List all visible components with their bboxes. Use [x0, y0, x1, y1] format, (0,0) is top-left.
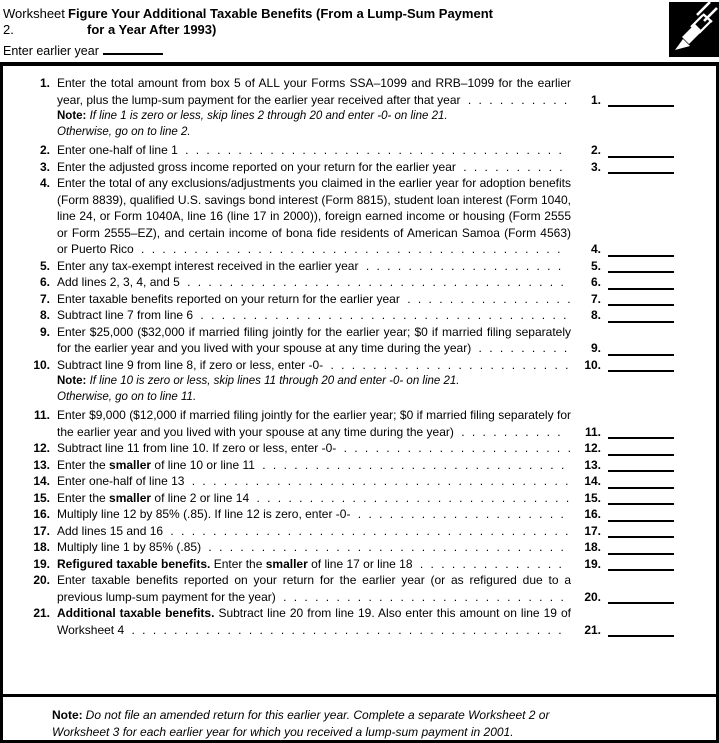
worksheet-line-16: [8, 506, 674, 523]
amount-line-number: 8.: [590, 308, 601, 322]
amount-line-number: 6.: [590, 275, 601, 289]
line-text: Additional taxable benefits. Subtract line 20 from line 19. Also enter this amount on line 19 of Worksheet 4 . . . . . . . . . . . . . . . . . . . . . . . . . . . . . . . . . . . . . . . . .: [57, 606, 571, 637]
amount-line-number: 16.: [584, 507, 601, 521]
amount-line-number: 10.: [584, 357, 601, 372]
dot-leader: . . . . . . . . . .: [453, 424, 561, 439]
amount-line-number: 11.: [584, 424, 601, 439]
worksheet-line-5: [8, 258, 674, 275]
amount-cell-16: [577, 506, 674, 523]
amount-line-number: 20.: [584, 589, 601, 604]
dot-leader: . . . . . . . . . . . . . . . . . . . . . . . . . . . . . . . . . . . .: [179, 275, 564, 289]
dot-leader: . . . . . . . . . . . . . . . . . . . . . . . . . . . . . . . . . .: [201, 540, 564, 554]
line-number: 17.: [33, 523, 50, 538]
worksheet-items: [3, 66, 716, 694]
amount-cell-20: [577, 589, 674, 606]
worksheet-line-1: [8, 75, 674, 108]
line-number: 3.: [39, 159, 50, 174]
line-12-entry-blank[interactable]: [608, 453, 674, 456]
line-text: Enter taxable benefits reported on your return for the earlier year (or as refigured due to a previous lump-sum payment for the year) . . . . . . . . . . . . . . . . . . . . . . . . . . .: [57, 573, 571, 604]
line-number: 9.: [39, 324, 50, 339]
line-1-entry-blank[interactable]: [608, 104, 674, 107]
amount-line-number: 18.: [584, 540, 601, 554]
note-label: Note:: [57, 375, 87, 387]
line-number: 8.: [39, 308, 50, 322]
line-7-entry-blank[interactable]: [608, 303, 674, 306]
line-number: 10.: [33, 357, 50, 372]
worksheet-title: [68, 6, 493, 38]
line-text: Enter the total of any exclusions/adjustments you claimed in the earlier year for adoption benefits (Form 8839), qualified U.S. savings bond interest (Form 8815), student loan interest (Form 1040, line 24, or Form 1040A, line 16 (line 17 in 2000)), foreign earned income or housing (Form 2555 or Form 2555–EZ), and certain income of bona fide residents of American Samoa (Form 4563) or Puerto Rico . . . . . . . . . . . . . . . . . . . . . . . . . . . . . . . . . . . . . . . .: [57, 176, 571, 256]
amount-line-number: 1.: [590, 92, 601, 107]
line-text: Enter the total amount from box 5 of ALL your Forms SSA–1099 and RRB–1099 for the earlier year, plus the lump-sum payment for the earlier year received after that year . . . . . . . . . .: [57, 76, 571, 107]
amount-line-number: 19.: [584, 556, 601, 571]
worksheet-line-18: [8, 539, 674, 556]
dot-leader: . . . . . . . . . .: [460, 92, 568, 107]
line-19-entry-blank[interactable]: [608, 568, 674, 571]
footer-note-line2: Worksheet 3 for each earlier year for which you received a lump-sum payment in 2001.: [52, 724, 514, 739]
line-3-entry-blank[interactable]: [608, 171, 674, 174]
note-line: If line 10 is zero or less, skip lines 11 through 20 and enter -0- on line 21.: [86, 375, 460, 387]
note-after-line-1: [57, 109, 674, 140]
amount-line-number: 21.: [584, 622, 601, 637]
worksheet-header: [0, 0, 719, 62]
worksheet-line-21: [8, 605, 674, 638]
note-line: If line 1 is zero or less, skip lines 2 through 20 and enter -0- on line 21.: [86, 110, 448, 122]
amount-cell-11: [577, 424, 674, 441]
amount-line-number: 3.: [590, 159, 601, 174]
worksheet-line-9: [8, 324, 674, 357]
dot-leader: . . . . . . . . . . . . . .: [412, 556, 562, 571]
line-17-entry-blank[interactable]: [608, 535, 674, 538]
dot-leader: . . . . . . . . . . . . . . . . . . . . . . . . . . . . . .: [249, 490, 570, 505]
amount-cell-7: [577, 291, 674, 308]
amount-cell-19: [577, 556, 674, 573]
line-5-entry-blank[interactable]: [608, 270, 674, 273]
amount-line-number: 4.: [590, 242, 601, 256]
worksheet-line-7: [8, 291, 674, 308]
line-13-entry-blank[interactable]: [608, 469, 674, 472]
line-text: Multiply line 12 by 85% (.85). If line 12 is zero, enter -0- . . . . . . . . . . . . . . . . . . . .: [57, 507, 564, 521]
amount-cell-3: [577, 159, 674, 176]
line-number: 16.: [33, 507, 50, 521]
line-number: 2.: [39, 143, 50, 157]
footer-note: [3, 694, 716, 740]
amount-cell-6: [577, 274, 674, 291]
worksheet-line-12: [8, 440, 674, 457]
amount-line-number: 9.: [590, 341, 601, 355]
line-21-entry-blank[interactable]: [608, 634, 674, 637]
footer-note-label: Note:: [52, 708, 83, 722]
worksheet-label: Worksheet 2.: [3, 6, 65, 37]
line-text: Enter taxable benefits reported on your return for the earlier year . . . . . . . . . . . . . . . .: [57, 291, 571, 306]
line-9-entry-blank[interactable]: [608, 353, 674, 356]
dot-leader: . . . . . . . . . . . . . . . . . . . . . . . . . . . . . . . . . . . .: [184, 474, 569, 488]
worksheet-line-17: [8, 523, 674, 540]
note-label: Note:: [57, 110, 87, 122]
worksheet-line-4: [8, 175, 674, 258]
amount-line-number: 2.: [590, 143, 601, 157]
dot-leader: . . . . . . . . . . . . . . . . . . . . . .: [336, 441, 571, 455]
amount-cell-18: [577, 539, 674, 556]
line-18-entry-blank[interactable]: [608, 552, 674, 555]
worksheet-line-19: [8, 556, 674, 573]
line-number: 19.: [33, 556, 50, 571]
line-number: 1.: [39, 76, 50, 90]
line-text: Add lines 15 and 16 . . . . . . . . . . . . . . . . . . . . . . . . . . . . . . . . . . . . . .: [57, 523, 569, 538]
dot-leader: . . . . . . . . . . . . . . . . . . . . . . . . . . . . . . . . . . . . . . . .: [133, 242, 561, 256]
line-number: 18.: [33, 540, 50, 554]
amount-cell-12: [577, 440, 674, 457]
worksheet-line-8: [8, 307, 674, 324]
line-4-entry-blank[interactable]: [608, 254, 674, 257]
dot-leader: . . . . . . . . . . . . . . . . . . . .: [350, 507, 564, 521]
line-6-entry-blank[interactable]: [608, 287, 674, 290]
worksheet-line-14: [8, 473, 674, 490]
line-number: 21.: [33, 606, 50, 620]
worksheet-line-10: [8, 357, 674, 374]
dot-leader: . . . . . . . . . . . . . . . . . . . . . . . . . . . . . . . . . . .: [193, 308, 567, 322]
worksheet-line-20: [8, 572, 674, 605]
line-text: Enter one-half of line 1 . . . . . . . . . . . . . . . . . . . . . . . . . . . . . . . . . . . .: [57, 143, 562, 157]
line-20-entry-blank[interactable]: [608, 601, 674, 604]
line-text: Enter the smaller of line 10 or line 11 . . . . . . . . . . . . . . . . . . . . . . . . . . . . .: [57, 457, 565, 472]
worksheet-line-13: [8, 457, 674, 474]
amount-cell-14: [577, 473, 674, 490]
line-text: Subtract line 9 from line 8, if zero or less, enter -0- . . . . . . . . . . . . . . . . . . . . . . .: [57, 357, 569, 372]
line-text: Multiply line 1 by 85% (.85) . . . . . . . . . . . . . . . . . . . . . . . . . . . . . . . . . .: [57, 540, 564, 554]
amount-line-number: 12.: [584, 441, 601, 455]
amount-cell-9: [577, 340, 674, 357]
line-number: 12.: [33, 441, 50, 455]
line-number: 15.: [33, 490, 50, 505]
amount-cell-21: [577, 622, 674, 639]
dot-leader: . . . . . . . . .: [471, 341, 568, 355]
amount-cell-17: [577, 523, 674, 540]
dot-leader: . . . . . . . . . . . . . . . . . . . . . . . . . . . . . . . . . . . .: [177, 143, 562, 157]
line-text: Enter one-half of line 13 . . . . . . . . . . . . . . . . . . . . . . . . . . . . . . . . . . . .: [57, 474, 569, 488]
amount-cell-15: [577, 490, 674, 507]
line-text: Subtract line 11 from line 10. If zero or less, enter -0- . . . . . . . . . . . . . . . . . . . . . .: [57, 441, 571, 455]
line-number: 4.: [39, 176, 50, 190]
line-text: Add lines 2, 3, 4, and 5 . . . . . . . . . . . . . . . . . . . . . . . . . . . . . . . . . . . .: [57, 275, 564, 289]
note-after-line-10: [57, 374, 674, 405]
dot-leader: . . . . . . . . . . . . . . . . . . . . . . . . . . . . .: [254, 457, 565, 472]
line-14-entry-blank[interactable]: [608, 486, 674, 489]
line-text: Enter the smaller of line 2 or line 14 . . . . . . . . . . . . . . . . . . . . . . . . . . . . . .: [57, 490, 570, 505]
line-text: Enter $9,000 ($12,000 if married filing jointly for the earlier year; $0 if married filing separately for the earlier year and you lived with your spouse at any time during the year) . . . . . . . . . .: [57, 408, 571, 439]
line-text: Refigured taxable benefits. Enter the smaller of line 17 or line 18 . . . . . . . . . . . . . .: [57, 556, 562, 571]
worksheet-line-3: [8, 159, 674, 176]
line-text: Enter any tax-exempt interest received in the earlier year . . . . . . . . . . . . . . . . . . .: [57, 258, 562, 273]
dot-leader: . . . . . . . . . . . . . . . . . . . . . . . . . . . . . . . . . . . . . . . . .: [124, 622, 562, 637]
amount-line-number: 17.: [584, 523, 601, 538]
dot-leader: . . . . . . . . . . . . . . . . . . . . . . .: [323, 357, 569, 372]
dot-leader: . . . . . . . . . . . . . . . . . . . . . . . . . . .: [275, 589, 564, 604]
line-11-entry-blank[interactable]: [608, 436, 674, 439]
line-text: Enter the adjusted gross income reported on your return for the earlier year . . . . . . . . . .: [57, 159, 563, 174]
dot-leader: . . . . . . . . . . . . . . . . . . .: [358, 258, 562, 273]
amount-line-number: 7.: [590, 291, 601, 306]
line-number: 13.: [33, 457, 50, 472]
pencil-icon: [669, 2, 719, 57]
amount-line-number: 15.: [584, 490, 601, 505]
amount-cell-10: [577, 357, 674, 374]
line-number: 6.: [39, 275, 50, 289]
earlier-year-label: Enter earlier year: [3, 44, 99, 58]
line-text: Subtract line 7 from line 6 . . . . . . . . . . . . . . . . . . . . . . . . . . . . . . . . . . .: [57, 308, 567, 322]
worksheet-title-line2: for a Year After 1993): [87, 22, 217, 37]
amount-cell-4: [577, 241, 674, 258]
amount-cell-1: [577, 92, 674, 109]
line-number: 20.: [33, 573, 50, 587]
dot-leader: . . . . . . . . . . . . . . . .: [399, 291, 571, 306]
amount-cell-2: [577, 142, 674, 159]
line-number: 5.: [39, 258, 50, 273]
worksheet-title-line1: Figure Your Additional Taxable Benefits (From a Lump-Sum Payment: [68, 6, 493, 21]
line-15-entry-blank[interactable]: [608, 502, 674, 505]
line-number: 14.: [33, 474, 50, 488]
dot-leader: . . . . . . . . . .: [455, 159, 563, 174]
amount-line-number: 14.: [584, 474, 601, 488]
amount-line-number: 13.: [584, 457, 601, 472]
note-line: Otherwise, go on to line 2.: [57, 125, 191, 138]
line-number: 7.: [39, 291, 50, 306]
amount-cell-13: [577, 457, 674, 474]
worksheet-line-15: [8, 490, 674, 507]
line-2-entry-blank[interactable]: [608, 155, 674, 158]
amount-cell-5: [577, 258, 674, 275]
note-line: Otherwise, go on to line 11.: [57, 390, 197, 403]
line-number: 11.: [33, 408, 50, 422]
earlier-year-entry-blank[interactable]: [103, 44, 163, 55]
earlier-year-row: [3, 44, 719, 58]
worksheet-line-2: [8, 142, 674, 159]
line-8-entry-blank[interactable]: [608, 320, 674, 323]
worksheet-line-6: [8, 274, 674, 291]
amount-cell-8: [577, 307, 674, 324]
line-16-entry-blank[interactable]: [608, 519, 674, 522]
worksheet-box: [0, 62, 719, 743]
line-text: Enter $25,000 ($32,000 if married filing jointly for the earlier year; $0 if married filing separately for the earlier year and you lived with your spouse at any time during the year) . . . . . . . . .: [57, 324, 571, 355]
footer-note-line1: Do not file an amended return for this earlier year. Complete a separate Worksheet 2 or: [85, 708, 550, 722]
worksheet-line-11: [8, 407, 674, 440]
dot-leader: . . . . . . . . . . . . . . . . . . . . . . . . . . . . . . . . . . . . . .: [163, 523, 569, 538]
amount-line-number: 5.: [590, 258, 601, 273]
line-10-entry-blank[interactable]: [608, 369, 674, 372]
